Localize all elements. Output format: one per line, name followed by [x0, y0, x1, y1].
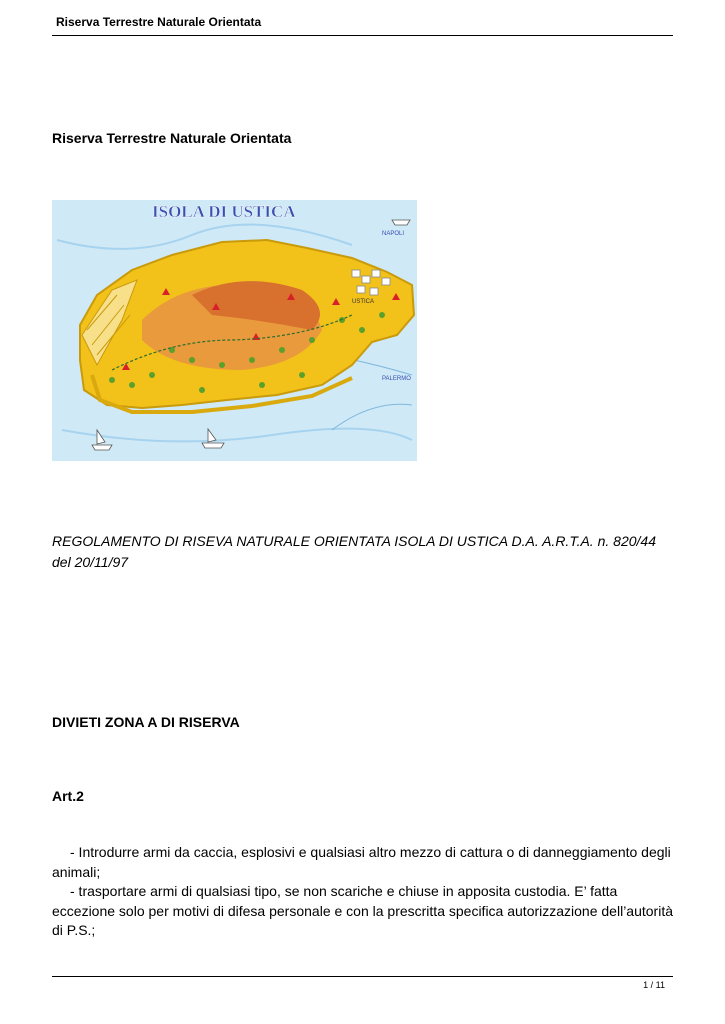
header-divider — [52, 35, 673, 36]
document-title: Riserva Terrestre Naturale Orientata — [52, 130, 292, 146]
section-heading: DIVIETI ZONA A DI RISERVA — [52, 714, 240, 730]
header-title: Riserva Terrestre Naturale Orientata — [56, 15, 262, 29]
footer-divider — [52, 976, 673, 977]
list-item: - trasportare armi di qualsiasi tipo, se non scariche e chiuse in apposita custodia. E’ fatta eccezione solo per motivi di difesa personale e con la prescritta specifica autorizzazione dell’autorità di P.S.; — [52, 883, 673, 938]
regulation-title: REGOLAMENTO DI RISEVA NATURALE ORIENTATA ISOLA DI USTICA D.A. A.R.T.A. n. 820/44 del 20/11/97 — [52, 533, 656, 570]
map-title: ISOLA DI USTICA — [152, 202, 296, 221]
article-body — [52, 843, 677, 941]
svg-text:PALERMO: PALERMO — [382, 376, 411, 382]
list-item: - Introdurre armi da caccia, esplosivi e qualsiasi altro mezzo di cattura o di danneggiamento degli animali; — [52, 844, 671, 880]
article-heading: Art.2 — [52, 788, 84, 804]
page-number: 1 / 11 — [643, 980, 665, 990]
map-image-isola-di-ustica — [52, 200, 417, 461]
svg-text:NAPOLI: NAPOLI — [382, 231, 405, 237]
svg-text:USTICA: USTICA — [352, 299, 375, 305]
